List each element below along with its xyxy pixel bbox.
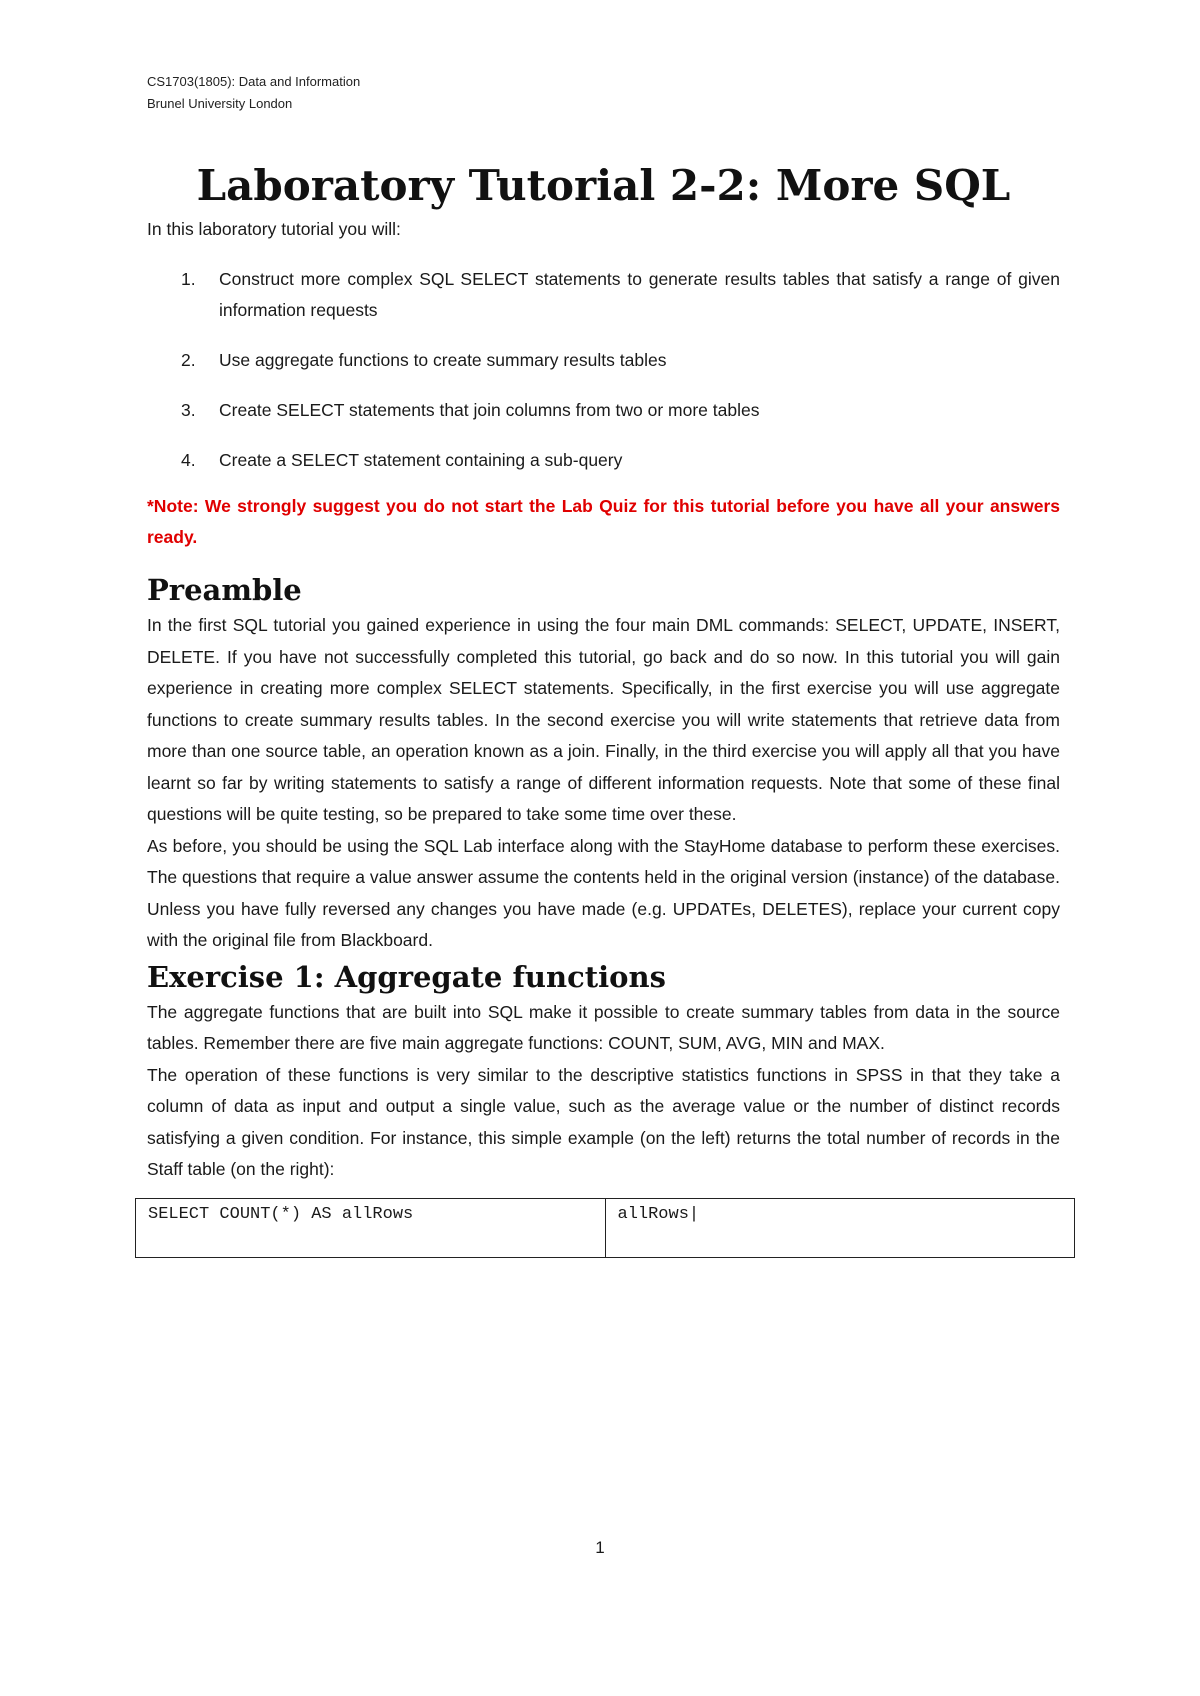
objectives-list [147,264,1060,476]
preamble-paragraph-1: In the first SQL tutorial you gained experience in using the four main DML commands: SELECT, UPDATE, INSERT, DELETE. If you have not successfully completed this tutorial, go back and do so now. In this tutorial you will gain experience in creating more complex SELECT statements. Specifically, in the first exercise you will use aggregate functions to create summary results tables. In the second exercise you will write statements that retrieve data from more than one source table, an operation known as a join. Finally, in the third exercise you will apply all that you have learnt so far by writing statements to satisfy a range of different information requests. Note that some of these final questions will be quite testing, so be prepared to take some time over these. [147,615,1060,824]
exercise-1-paragraph-1: The aggregate functions that are built into SQL make it possible to create summary tables from data in the source tables. Remember there are five main aggregate functions: COUNT, SUM, AVG, MIN and MAX. [147,1001,1060,1053]
list-item-number: 2. [181,349,196,370]
preamble-paragraph-2: As before, you should be using the SQL Lab interface along with the StayHome database to perform these exercises. The questions that require a value answer assume the contents held in the original version (instance) of the database. Unless you have fully reversed any changes you have made (e.g. UPDATEs, DELETES), replace your current copy with the original file from Blackboard. [147,835,1060,950]
list-item-text: Create SELECT statements that join columns from two or more tables [219,399,760,420]
list-item-text: Construct more complex SQL SELECT statements to generate results tables that satisfy a range of given information requests [219,268,1060,320]
list-item-text: Create a SELECT statement containing a sub-query [219,449,623,470]
example-table [135,1198,1075,1258]
exercise-1-heading: Exercise 1: Aggregate functions [147,959,666,994]
warning-note: *Note: We strongly suggest you do not start the Lab Quiz for this tutorial before you have all your answers ready. [147,495,1060,547]
university-header: Brunel University London [147,96,293,111]
intro-text: In this laboratory tutorial you will: [147,219,401,239]
list-item [147,395,1060,426]
table-row [136,1198,1075,1257]
page-number: 1 [595,1538,605,1557]
preamble-heading: Preamble [147,573,302,607]
list-item-text: Use aggregate functions to create summary results tables [219,349,667,370]
list-item-number: 1. [181,268,196,289]
exercise-1-paragraph-2: The operation of these functions is very similar to the descriptive statistics functions in SPSS in that they take a column of data as input and output a single value, such as the average value or the number of distinct records satisfying a given condition. For instance, this simple example (on the left) returns the total number of records in the Staff table (on the right): [147,1064,1060,1179]
list-item [147,445,1060,476]
list-item [147,345,1060,376]
list-item-number: 3. [181,399,196,420]
list-item [147,264,1060,326]
example-result-cell: allRows| [605,1198,1075,1257]
document-page [147,0,1060,1258]
list-item-number: 4. [181,449,196,470]
course-header: CS1703(1805): Data and Information [147,74,361,89]
page-title: Laboratory Tutorial 2-2: More SQL [196,161,1011,210]
example-query-cell: SELECT COUNT(*) AS allRows [136,1198,606,1257]
